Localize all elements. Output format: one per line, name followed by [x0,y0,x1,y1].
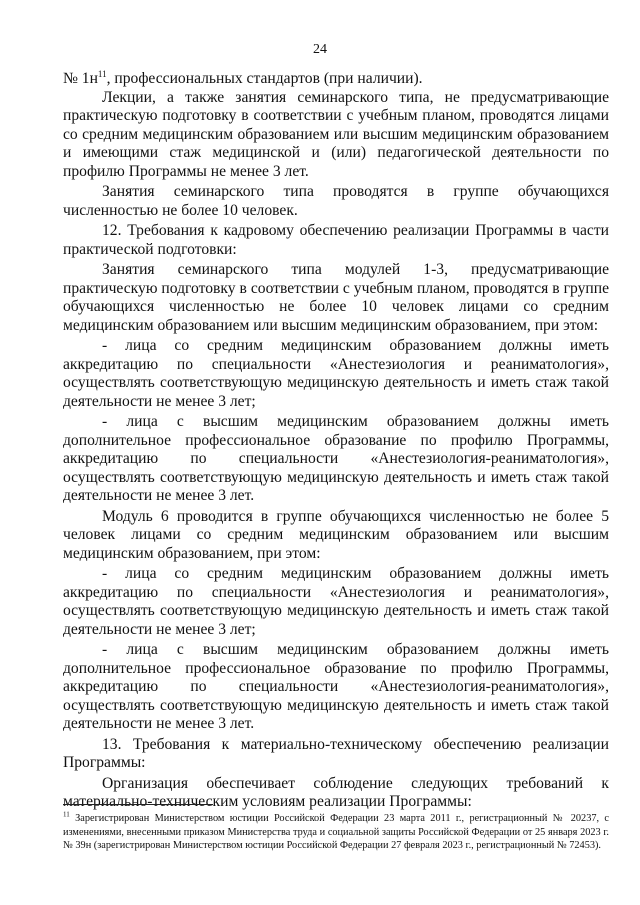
body-text [63,70,609,812]
list-item-higher-education-2: - лица с высшим медицинским образованием должны иметь дополнительное профессиональное образование по профилю Программы, аккредитацию по специальности «Анестезиология-реаниматология», осуществлять соответствующую медицинскую деятельность и иметь стаж такой деятельности не менее 3 лет. [63,641,609,732]
paragraph-lectures: Лекции, а также занятия семинарского типа, не предусматривающие практическую подготовку в соответствии с учебным планом, проводятся лицами со средним медицинским образованием или высшим медицинским образованием и имеющими стаж медицинской и (или) педагогической деятельности по профилю Программы не менее 3 лет. [63,88,609,180]
paragraph-organization: Организация обеспечивает соблюдение следующих требований к материально-техническим условиям реализации Программы: [63,774,609,810]
first-line-suffix: , профессиональных стандартов (при наличии). [106,70,423,87]
list-item-secondary-education-2: - лица со средним медицинским образованием должны иметь аккредитацию по специальности «Анестезиология и реаниматология», осуществлять соответствующую медицинскую деятельность и иметь стаж такой деятельности не менее 3 лет; [63,565,609,638]
paragraph-seminar-group: Занятия семинарского типа проводятся в группе обучающихся численностью не более 10 человек. [63,183,609,219]
list-item-secondary-education-1: - лица со средним медицинским образованием должны иметь аккредитацию по специальности «Анестезиология и реаниматология», осуществлять соответствующую медицинскую деятельность и иметь стаж такой деятельности не менее 3 лет; [63,337,609,410]
footnote-number: 11 [63,810,70,819]
footnote-text: Зарегистрирован Министерством юстиции Российской Федерации 23 марта 2011 г., регистрационный № 20237, с изменениями, внесенными приказом Министерства труда и социальной защиты Российской Федерации от 25 января 2023 г. № 39н (зарегистрирован Министерством юстиции Российской Федерации 27 февраля 2023 г., регистрационный № 72453). [63,813,610,851]
list-item-higher-education-1: - лица с высшим медицинским образованием должны иметь дополнительное профессиональное образование по профилю Программы, аккредитацию по специальности «Анестезиология-реаниматология», осуществлять соответствующую медицинскую деятельность и иметь стаж такой деятельности не менее 3 лет. [63,413,609,504]
first-line-prefix: № 1н [63,70,98,87]
footnote [63,812,609,853]
paragraph-modules-1-3: Занятия семинарского типа модулей 1-3, предусматривающие практическую подготовку в соответствии с учебным планом, проводятся в группе обучающихся численностью не более 10 человек лицами со средним медицинским образованием или высшим медицинским образованием, при этом: [63,261,609,334]
paragraph-module-6: Модуль 6 проводится в группе обучающихся численностью не более 5 человек лицами со средним медицинским образованием или высшим медицинским образованием, при этом: [63,507,609,562]
page-number: 24 [313,42,327,57]
section-13-heading: 13. Требования к материально-техническому обеспечению реализации Программы: [63,735,609,771]
footnote-ref[interactable]: 11 [97,68,107,79]
footnote-divider [63,804,213,805]
first-line [63,70,609,89]
section-12-heading: 12. Требования к кадровому обеспечению реализации Программы в части практической подготовки: [63,222,609,258]
